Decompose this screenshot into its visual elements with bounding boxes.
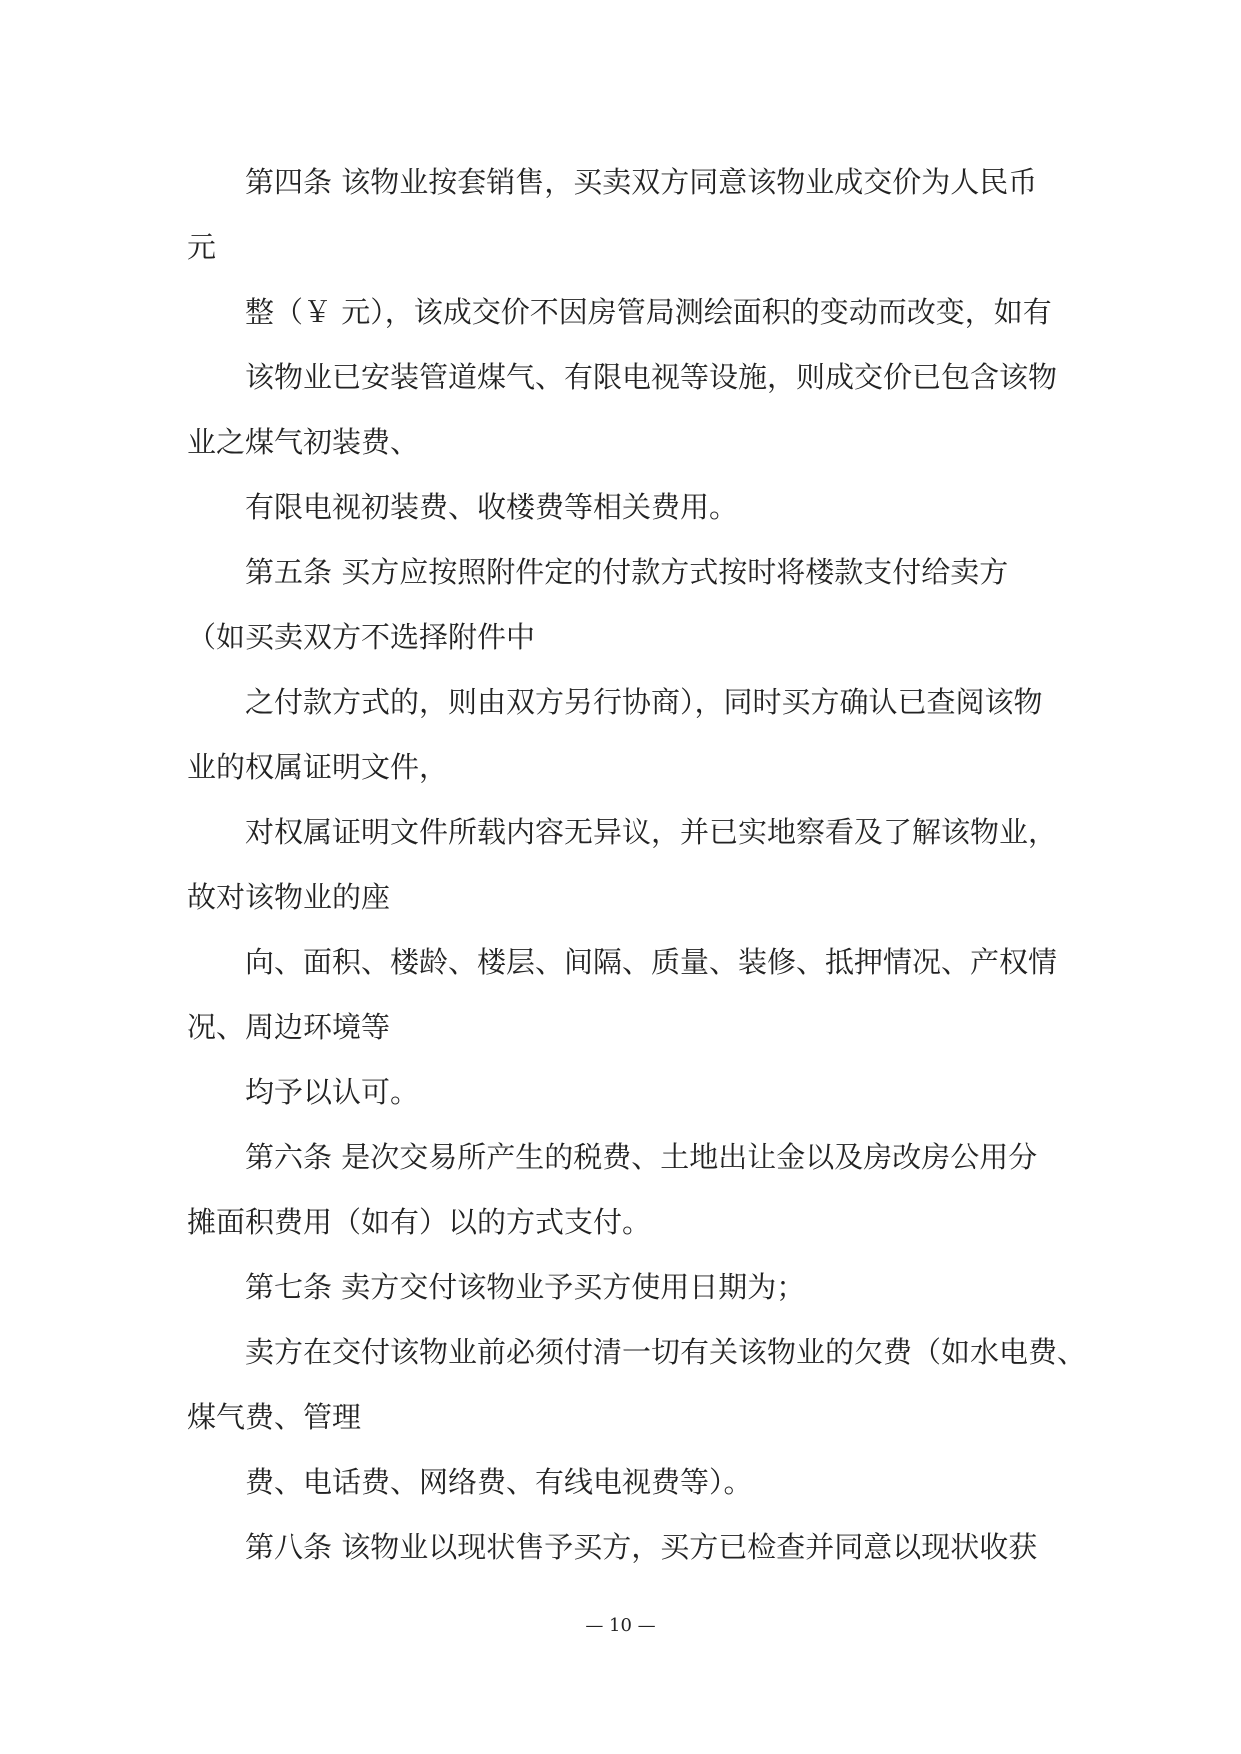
text-line: 费、电话费、网络费、有线电视费等）。 (245, 1465, 753, 1499)
text-line: 煤气费、管理 (187, 1400, 362, 1434)
text-line: 业之煤气初装费、 (187, 425, 420, 459)
text-line: 对权属证明文件所载内容无异议，并已实地察看及了解该物业， (245, 815, 1058, 849)
text-line: 第六条 是次交易所产生的税费、土地出让金以及房改房公用分 (245, 1140, 1038, 1174)
text-line: 元 (187, 230, 217, 264)
text-line: 第四条 该物业按套销售，买卖双方同意该物业成交价为人民币 (245, 165, 1038, 199)
text-line: 第八条 该物业以现状售予买方，买方已检查并同意以现状收获 (245, 1530, 1038, 1564)
page-number: — 10 — (585, 1615, 656, 1636)
text-line: 均予以认可。 (245, 1075, 420, 1109)
text-line: 况、周边环境等 (187, 1010, 391, 1044)
text-line: 整（￥ 元），该成交价不因房管局测绘面积的变动而改变，如有 (245, 295, 1052, 329)
text-line: 之付款方式的，则由双方另行协商），同时买方确认已查阅该物 (245, 685, 1043, 719)
text-line: 卖方在交付该物业前必须付清一切有关该物业的欠费（如水电费、 (245, 1335, 1087, 1369)
text-line: 该物业已安装管道煤气、有限电视等设施，则成交价已包含该物 (245, 360, 1058, 394)
contract-body-text (187, 150, 1087, 1580)
text-line: 故对该物业的座 (187, 880, 391, 914)
text-line: 向、面积、楼龄、楼层、间隔、质量、装修、抵押情况、产权情 (245, 945, 1058, 979)
text-line: （如买卖双方不选择附件中 (187, 620, 536, 654)
text-line: 摊面积费用（如有）以的方式支付。 (187, 1205, 652, 1239)
text-line: 业的权属证明文件， (187, 750, 449, 784)
text-line: 有限电视初装费、收楼费等相关费用。 (245, 490, 739, 524)
text-line: 第七条 卖方交付该物业予买方使用日期为； (245, 1270, 806, 1304)
text-line: 第五条 买方应按照附件定的付款方式按时将楼款支付给卖方 (245, 555, 1009, 589)
